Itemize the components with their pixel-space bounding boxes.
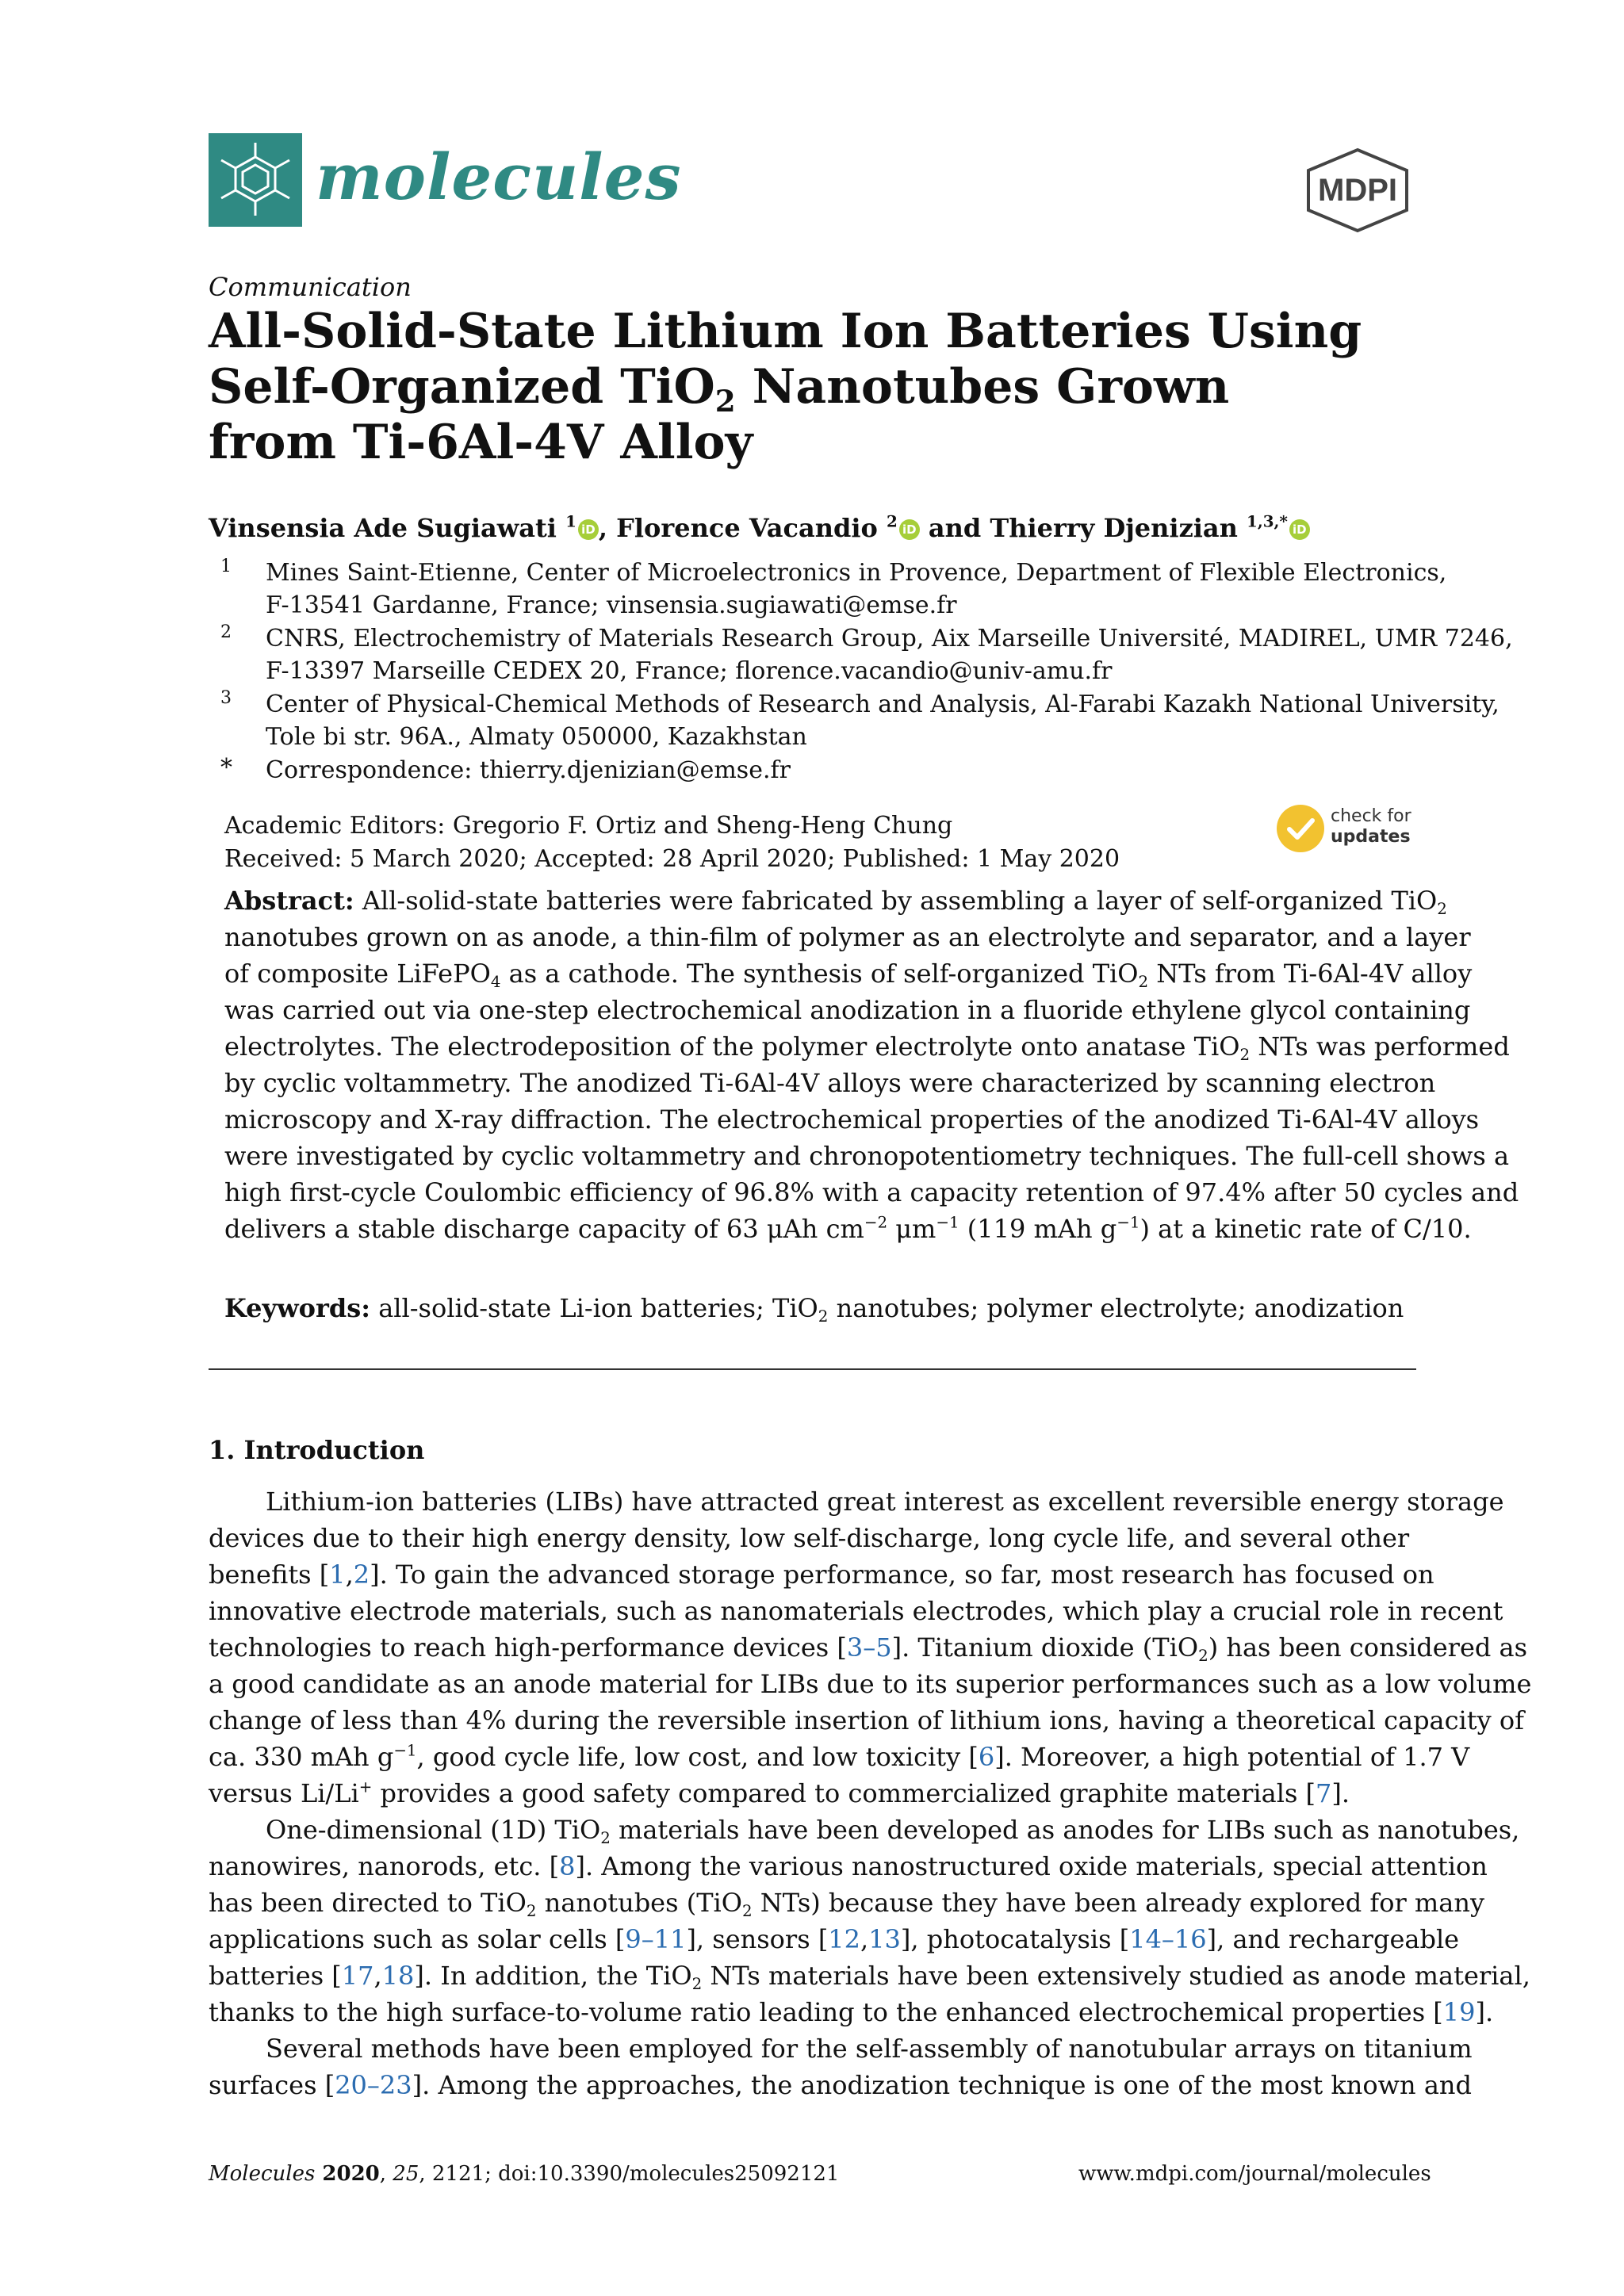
citation-link[interactable]: 17 <box>341 1961 374 1991</box>
abstract-line: of composite LiFePO$_4$ as a cathode. The synthesis of self-organized TiO$_2$ NTs from Ti-6Al-4V alloy <box>224 959 1473 991</box>
academic-editors: Academic Editors: Gregorio F. Ortiz and Sheng-Heng Chung <box>224 812 953 840</box>
body-line: Lithium-ion batteries (LIBs) have attracted great interest as excellent reversible energy storage <box>266 1487 1504 1517</box>
abstract-line: nanotubes grown on as anode, a thin-film of polymer as an electrolyte and separator, and a layer <box>224 922 1471 952</box>
check-for-updates-button[interactable] <box>1277 805 1419 855</box>
affiliation-line: F-13397 Marseille CEDEX 20, France; florence.vacandio@univ-amu.fr <box>266 657 1113 685</box>
affiliation-line: CNRS, Electrochemistry of Materials Research Group, Aix Marseille Université, MADIREL, UMR 7246, <box>266 625 1513 652</box>
citation-link[interactable]: 7 <box>1316 1778 1332 1808</box>
body-line: technologies to reach high-performance devices [3–5]. Titanium dioxide (TiO$_2$) has been considered as <box>209 1632 1528 1665</box>
journal-logo-icon <box>209 133 302 227</box>
body-line: devices due to their high energy density, low self-discharge, long cycle life, and several other <box>209 1523 1410 1553</box>
abstract-line: by cyclic voltammetry. The anodized Ti-6Al-4V alloys were characterized by scanning electron <box>224 1068 1436 1098</box>
section-heading: 1. Introduction <box>209 1435 425 1465</box>
affiliation-number: 1 <box>220 557 232 576</box>
author-list: Vinsensia Ade Sugiawati $^1$ iD , Florence Vacandio $^2$ iD and Thierry Djenizian $^{1,3,*}$ iD <box>209 511 1310 545</box>
journal-url-link[interactable]: www.mdpi.com/journal/molecules <box>1078 2162 1431 2186</box>
citation-link[interactable]: 13 <box>868 1924 901 1954</box>
citation-link[interactable]: 3–5 <box>846 1632 892 1663</box>
citation-link[interactable]: 8 <box>559 1851 576 1881</box>
abstract-line: delivers a stable discharge capacity of 63 μAh $cm^{-2}$ $\mu m^{-1}$ (119 mAh $g^{-1}$) at a kinetic rate of C/10. <box>224 1213 1472 1244</box>
affiliation-number: 3 <box>220 688 232 708</box>
body-line: innovative electrode materials, such as nanomaterials electrodes, which play a crucial role in recent <box>209 1596 1503 1626</box>
body-line: Several methods have been employed for the self-assembly of nanotubular arrays on titanium <box>266 2034 1473 2064</box>
citation-link[interactable]: 18 <box>381 1961 415 1991</box>
section-divider <box>209 1368 1416 1370</box>
body-line: benefits [1,2]. To gain the advanced storage performance, so far, most research has focused on <box>209 1559 1434 1590</box>
author-name: and Thierry Djenizian <box>919 513 1247 543</box>
citation-link[interactable]: 20–23 <box>335 2070 412 2100</box>
affiliation-line: Tole bi str. 96A., Almaty 050000, Kazakhstan <box>266 723 807 751</box>
abstract-line: electrolytes. The electrodeposition of the polymer electrolyte onto anatase TiO$_2$ NTs was performed <box>224 1031 1510 1064</box>
orcid-icon[interactable]: iD <box>899 519 920 540</box>
abstract-line: were investigated by cyclic voltammetry and chronopotentiometry techniques. The full-cell shows a <box>224 1141 1510 1171</box>
abstract-label: Abstract: <box>224 886 354 916</box>
keywords-line: Keywords: all-solid-state Li-ion batteries; TiO$_2$ nanotubes; polymer electrolyte; anodization <box>224 1293 1404 1326</box>
abstract-line: was carried out via one-step electrochemical anodization in a fluoride ethylene glycol containing <box>224 995 1471 1025</box>
author-name: , Florence Vacandio <box>598 513 887 543</box>
affiliation-number: * <box>220 754 232 782</box>
body-line: nanowires, nanorods, etc. [8]. Among the various nanostructured oxide materials, special attention <box>209 1851 1488 1881</box>
article-title-line-1: All-Solid-State Lithium Ion Batteries Using <box>209 304 1362 359</box>
body-line: applications such as solar cells [9–11], sensors [12,13], photocatalysis [14–16], and rechargeable <box>209 1924 1460 1954</box>
checkmark-icon <box>1277 805 1324 852</box>
abstract-line: high first-cycle Coulombic efficiency of 96.8% with a capacity retention of 97.4% after 50 cycles and <box>224 1177 1519 1207</box>
citation-link[interactable]: 9–11 <box>625 1924 687 1954</box>
affiliation-number: 2 <box>220 622 232 642</box>
mdpi-logo-text: MDPI <box>1318 173 1397 208</box>
citation-footer: Molecules 2020, 25, 2121; doi:10.3390/molecules25092121 <box>209 2162 840 2186</box>
article-title-line-2: Self-Organized TiO$_2$ Nanotubes Grown <box>209 359 1230 419</box>
article-title-line-3: from Ti-6Al-4V Alloy <box>209 415 753 470</box>
orcid-icon[interactable]: iD <box>1289 519 1310 540</box>
body-line: One-dimensional (1D) TiO$_2$ materials have been developed as anodes for LIBs such as nanotubes, <box>266 1815 1520 1847</box>
citation-link[interactable]: 19 <box>1442 1997 1476 2027</box>
keywords-label: Keywords: <box>224 1293 371 1323</box>
article-type: Communication <box>209 272 412 302</box>
affiliation-line: Center of Physical-Chemical Methods of Research and Analysis, Al-Farabi Kazakh National University, <box>266 691 1500 718</box>
citation-link[interactable]: 14–16 <box>1129 1924 1207 1954</box>
abstract-line: Abstract: All-solid-state batteries were fabricated by assembling a layer of self-organized TiO$_2$ <box>224 886 1447 918</box>
body-line: surfaces [20–23]. Among the approaches, the anodization technique is one of the most known and <box>209 2070 1472 2100</box>
updates-label: updates <box>1331 827 1411 847</box>
abstract-line: microscopy and X-ray diffraction. The electrochemical properties of the anodized Ti-6Al-4V alloys <box>224 1104 1480 1135</box>
check-for-label: check for <box>1331 806 1411 826</box>
body-line: has been directed to TiO$_2$ nanotubes (TiO$_2$ NTs) because they have been already explored for many <box>209 1888 1485 1920</box>
citation-link[interactable]: 12 <box>828 1924 861 1954</box>
body-line: change of less than 4% during the reversible insertion of lithium ions, having a theoretical capacity of <box>209 1705 1524 1735</box>
correspondence-line: Correspondence: thierry.djenizian@emse.fr <box>266 756 791 784</box>
citation-link[interactable]: 2 <box>353 1559 370 1590</box>
body-line: batteries [17,18]. In addition, the TiO$_2$ NTs materials have been extensively studied as anode material, <box>209 1961 1530 1993</box>
body-line: ca. 330 mAh $g^{-1}$, good cycle life, low cost, and low toxicity [6]. Moreover, a high potential of 1.7 V <box>209 1741 1470 1772</box>
mdpi-logo <box>1300 147 1415 234</box>
affiliation-line: F-13541 Gardanne, France; vinsensia.sugiawati@emse.fr <box>266 591 957 619</box>
body-line: thanks to the high surface-to-volume ratio leading to the enhanced electrochemical properties [19]. <box>209 1997 1494 2027</box>
affiliation-line: Mines Saint-Etienne, Center of Microelectronics in Provence, Department of Flexible Electronics, <box>266 559 1447 587</box>
citation-link[interactable]: 6 <box>978 1742 995 1772</box>
author-name: Vinsensia Ade Sugiawati <box>209 513 566 543</box>
body-line: a good candidate as an anode material for LIBs due to its superior performances such as a low volume <box>209 1669 1532 1699</box>
publication-dates: Received: 5 March 2020; Accepted: 28 April 2020; Published: 1 May 2020 <box>224 845 1120 873</box>
citation-link[interactable]: 1 <box>329 1559 346 1590</box>
body-line: versus Li/Li+ provides a good safety compared to commercialized graphite materials [7]. <box>209 1777 1350 1808</box>
orcid-icon[interactable]: iD <box>578 519 599 540</box>
journal-name: molecules <box>316 140 682 214</box>
